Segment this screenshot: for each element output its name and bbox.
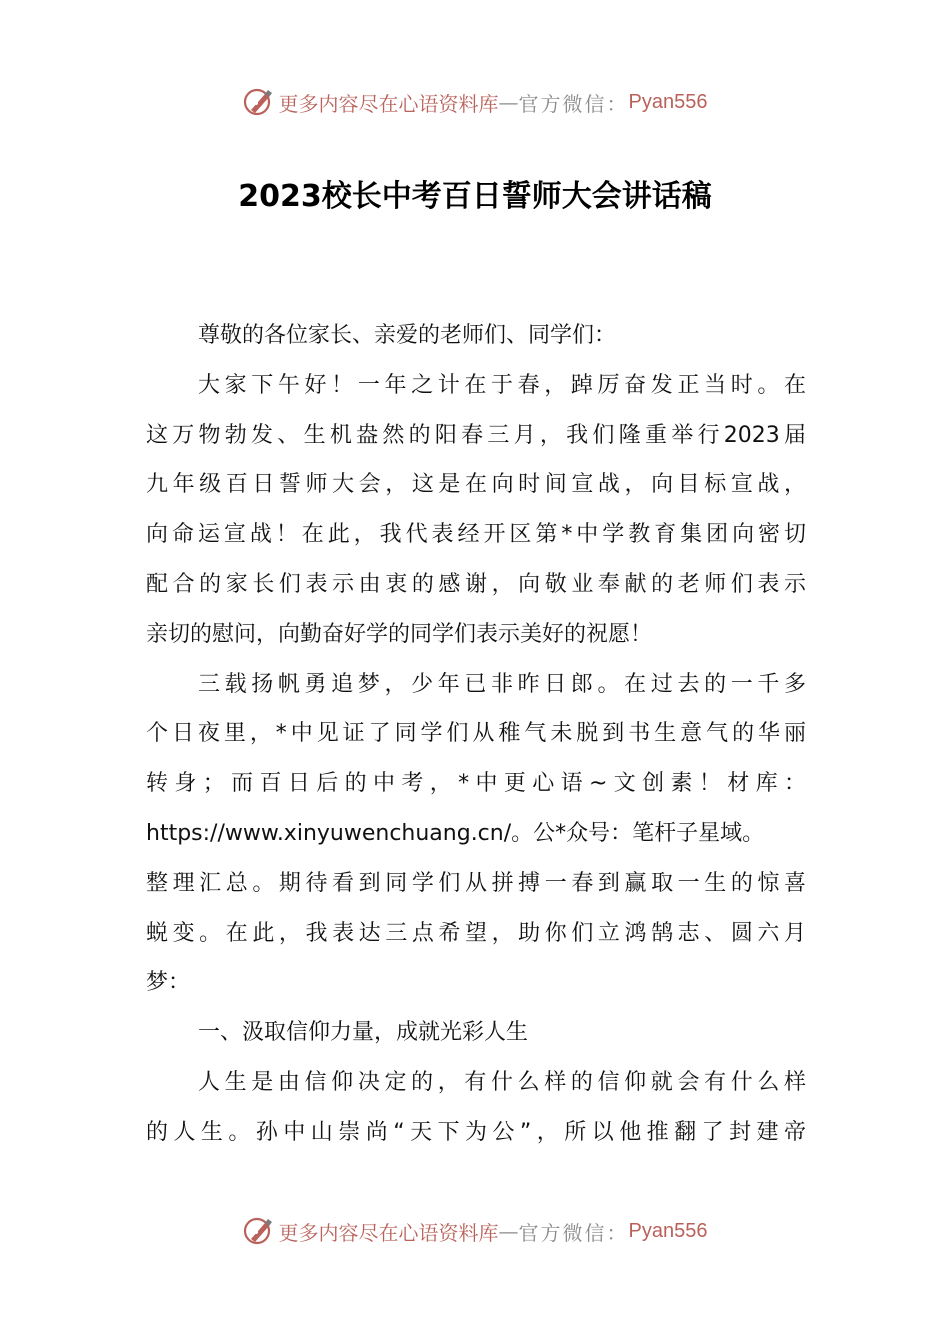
- paragraph-line: 转身；而百日后的中考，*中更心语~文创素！材库：: [146, 771, 806, 797]
- banner-wechat-id: Pyan556: [628, 1219, 708, 1242]
- paragraph-line: 的人生。孙中山崇尚“天下为公”，所以他推翻了封建帝: [146, 1119, 806, 1145]
- paragraph-line: 九年级百日誓师大会，这是在向时间宣战，向目标宣战，: [146, 472, 806, 498]
- document-body: [146, 311, 806, 1158]
- paragraph-line: 整理汇总。期待看到同学们从拼搏一春到赢取一生的惊喜: [146, 870, 806, 896]
- pen-seal-logo-icon: [243, 1215, 275, 1247]
- banner-wechat-label: 官方微信：: [518, 1220, 629, 1245]
- banner-wechat-id: Pyan556: [628, 90, 708, 113]
- paragraph-line: 个日夜里，*中见证了同学们从稚气未脱到书生意气的华丽: [146, 721, 806, 747]
- paragraph-line: 亲切的慰问，向勤奋好学的同学们表示美好的祝愿！: [146, 621, 653, 647]
- paragraph-line: 三载扬帆勇追梦，少年已非昨日郎。在过去的一千多: [198, 671, 806, 697]
- paragraph-line: 梦：: [146, 970, 191, 996]
- banner-wechat-label: 官方微信：: [518, 91, 629, 116]
- paragraph-line: 向命运宣战！在此，我代表经开区第*中学教育集团向密切: [146, 522, 806, 548]
- banner-text: 更多内容尽在心语资料库: [278, 91, 499, 116]
- banner-separator: —: [498, 90, 519, 114]
- document-title: 2023校长中考百日誓师大会讲话稿: [238, 179, 712, 214]
- section-heading: 一、汲取信仰力量，成就光彩人生: [198, 1020, 529, 1046]
- paragraph-line: 蜕变。在此，我表达三点希望，助你们立鸿鹄志、圆六月: [146, 920, 806, 946]
- banner-separator: —: [498, 1219, 519, 1243]
- paragraph-line: 这万物勃发、生机盎然的阳春三月，我们隆重举行2023届: [146, 422, 806, 448]
- paragraph-line: 大家下午好！一年之计在于春，踔厉奋发正当时。在: [198, 372, 806, 398]
- paragraph-line: 人生是由信仰决定的，有什么样的信仰就会有什么样: [198, 1069, 806, 1095]
- banner-text: 更多内容尽在心语资料库: [278, 1220, 499, 1245]
- paragraph-line: https://www.xinyuwenchuang.cn/。公*众号：笔杆子星域。: [146, 820, 765, 846]
- paragraph-line: 尊敬的各位家长、亲爱的老师们、同学们：: [198, 323, 617, 348]
- paragraph-line: 配合的家长们表示由衷的感谢，向敬业奉献的老师们表示: [146, 571, 806, 597]
- header-banner: [0, 80, 950, 124]
- pen-seal-logo-icon: [243, 86, 275, 118]
- footer-banner: [0, 1209, 950, 1253]
